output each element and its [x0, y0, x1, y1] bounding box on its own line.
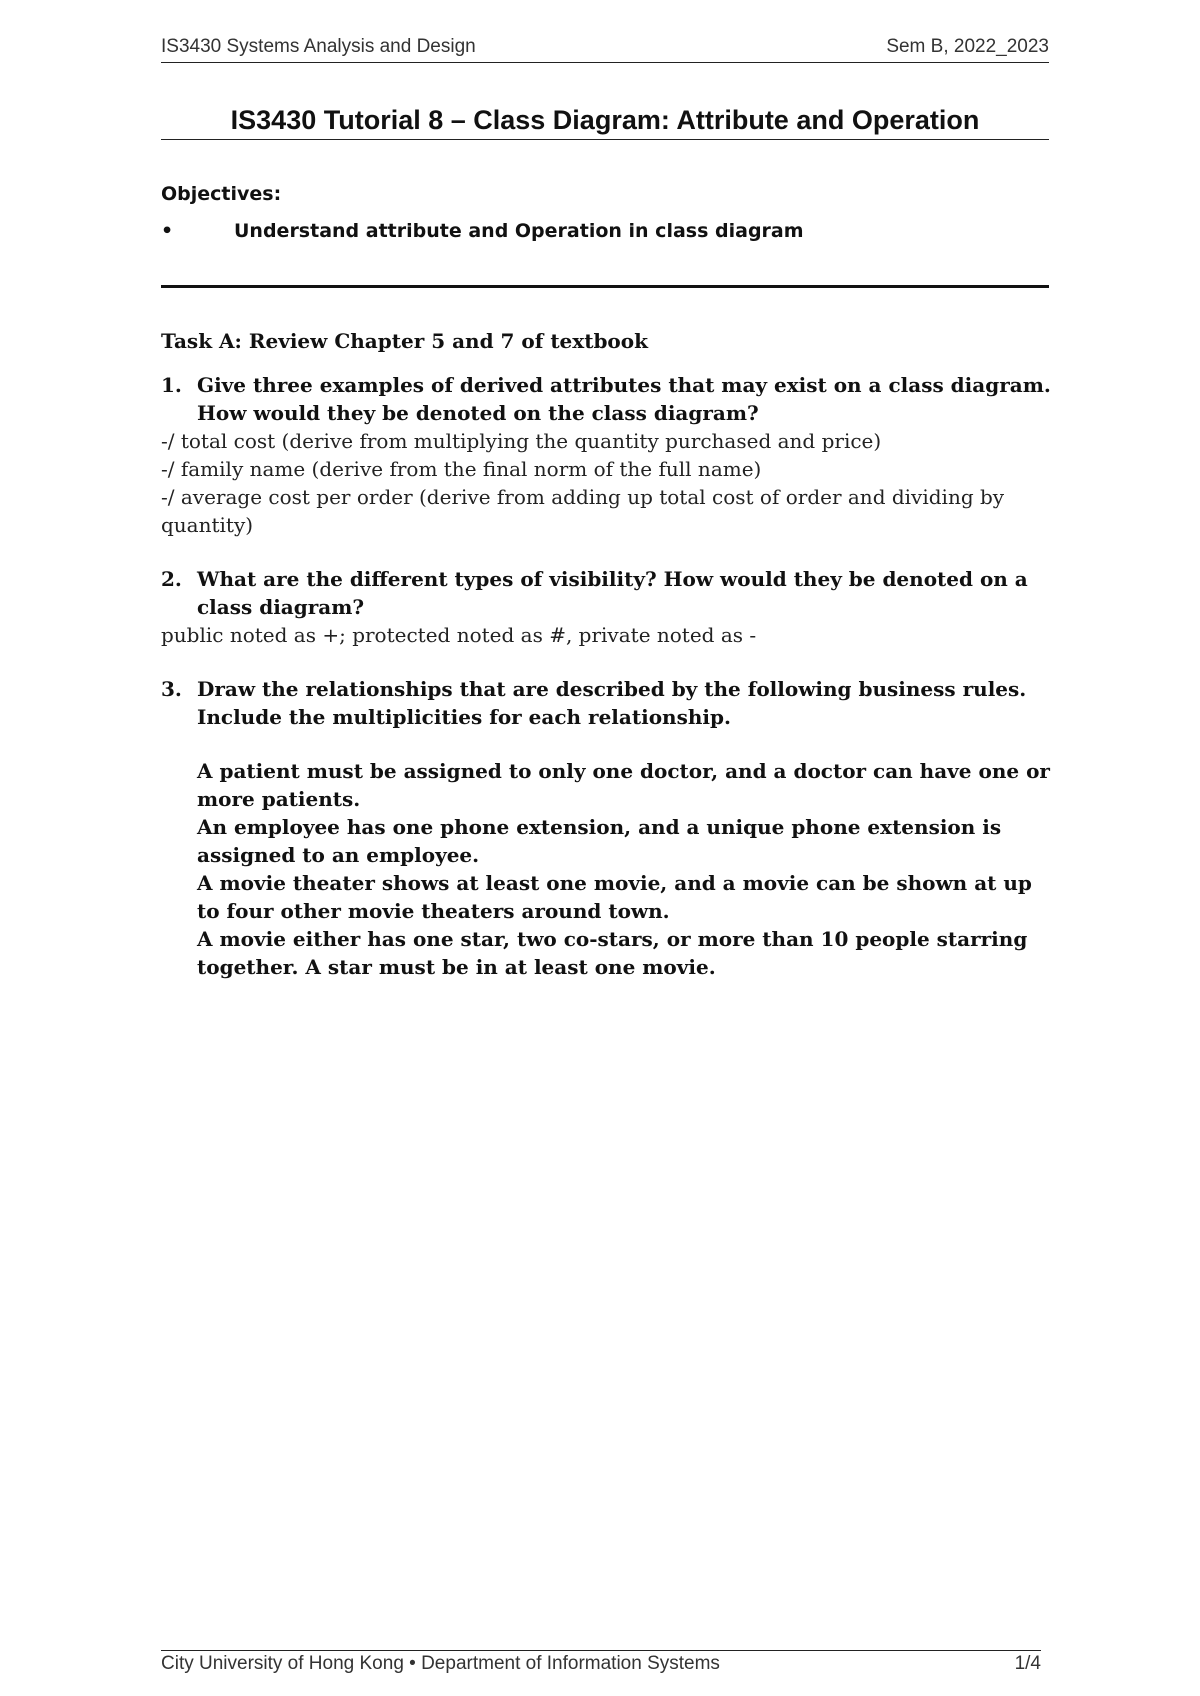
question-text: What are the different types of visibility? How would they be denoted on a class diagram?: [197, 567, 1028, 619]
answer-line: public noted as +; protected noted as #, private noted as -: [161, 623, 757, 647]
question-1: [161, 371, 1051, 427]
question-text: Give three examples of derived attributes that may exist on a class diagram. How would they be denoted on the class diagram?: [197, 373, 1051, 425]
business-rule: A movie either has one star, two co-stars, or more than 10 people starring together. A star must be in at least one movie.: [197, 927, 1028, 979]
answer-line: -/ family name (derive from the final norm of the full name): [161, 457, 762, 481]
question-3: [161, 675, 1051, 731]
business-rules: [161, 757, 1051, 981]
page-footer: [161, 1650, 1041, 1676]
answer-line: -/ average cost per order (derive from adding up total cost of order and dividing by quantity): [161, 485, 1005, 537]
document-body: [161, 327, 1051, 981]
question-number: 3.: [161, 677, 182, 701]
question-number: 1.: [161, 373, 182, 397]
bullet-icon: •: [161, 220, 174, 242]
footer-org: City University of Hong Kong • Department of Information Systems: [161, 1653, 720, 1674]
page-header: [161, 36, 1049, 63]
document-title: IS3430 Tutorial 8 – Class Diagram: Attribute and Operation: [161, 105, 1049, 140]
section-divider: [161, 285, 1049, 288]
question-2: [161, 565, 1051, 621]
page-number: 1/4: [1014, 1653, 1041, 1674]
business-rule: A patient must be assigned to only one doctor, and a doctor can have one or more patients.: [197, 759, 1050, 811]
task-a-heading: Task A: Review Chapter 5 and 7 of textbook: [161, 329, 648, 353]
business-rule: A movie theater shows at least one movie, and a movie can be shown at up to four other movie theaters around town.: [197, 871, 1032, 923]
objectives-label: Objectives:: [161, 183, 282, 205]
answer-line: -/ total cost (derive from multiplying the quantity purchased and price): [161, 429, 882, 453]
question-text: Draw the relationships that are described by the following business rules. Include the multiplicities for each relationship.: [197, 677, 1027, 729]
objective-text: Understand attribute and Operation in class diagram: [234, 220, 804, 242]
header-semester: Sem B, 2022_2023: [886, 36, 1049, 57]
question-number: 2.: [161, 567, 182, 591]
business-rule: An employee has one phone extension, and a unique phone extension is assigned to an employee.: [197, 815, 1002, 867]
header-course: IS3430 Systems Analysis and Design: [161, 36, 476, 57]
